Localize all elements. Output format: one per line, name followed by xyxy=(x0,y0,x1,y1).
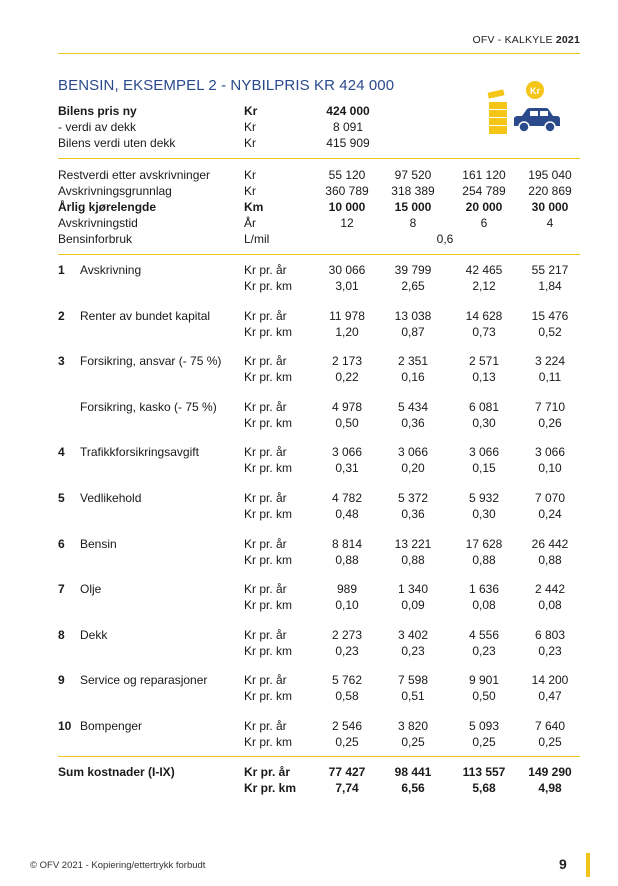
row-value: 424 000 xyxy=(326,104,370,118)
row-value: 2 273 xyxy=(331,627,363,642)
row-value: 13 038 xyxy=(394,308,432,323)
row-unit: Kr xyxy=(244,104,258,118)
item-number: 4 xyxy=(58,445,65,460)
row-unit: Kr pr. km xyxy=(244,461,293,476)
item-number: 5 xyxy=(58,491,65,505)
row-value: 4 xyxy=(546,216,554,230)
row-value: 0,88 xyxy=(472,552,496,567)
row-unit: Km xyxy=(244,200,264,214)
row-unit: Kr pr. km xyxy=(244,643,293,658)
row-value: 55 120 xyxy=(328,168,366,182)
row-label: Sum kostnader (I-IX) xyxy=(58,765,175,779)
row-value: 0,58 xyxy=(335,689,359,704)
row-unit: Kr xyxy=(244,168,256,182)
row-value: 5 093 xyxy=(468,719,500,733)
row-value: 2 571 xyxy=(468,354,500,369)
row-value: 3 066 xyxy=(534,445,566,460)
row-value: 8 091 xyxy=(332,120,364,134)
cost-row-km xyxy=(0,460,618,476)
row-value: 0,51 xyxy=(401,689,425,704)
row-value: 8 814 xyxy=(331,536,363,551)
row-value: 17 628 xyxy=(465,536,503,551)
row-value: 5 932 xyxy=(468,491,500,505)
row-value: 4 978 xyxy=(331,399,363,414)
cost-row-year xyxy=(0,262,618,278)
row-value: 0,25 xyxy=(538,735,562,749)
row-value: 2,12 xyxy=(472,279,496,293)
cost-row-km xyxy=(0,369,618,385)
row-value: 2 442 xyxy=(534,582,566,597)
row-value: 2 173 xyxy=(331,354,363,369)
row-value: 5 434 xyxy=(397,399,429,414)
row-value: 6 803 xyxy=(534,627,566,642)
row-unit: År xyxy=(244,216,256,230)
row-value: 0,23 xyxy=(335,643,359,658)
row-value: 161 120 xyxy=(462,168,506,182)
row-value: 4,98 xyxy=(538,781,562,795)
section-rule xyxy=(58,756,580,757)
row-value: 0,30 xyxy=(472,415,496,430)
row-value: 0,16 xyxy=(401,370,425,385)
row-value: 3 066 xyxy=(397,445,429,460)
param-row xyxy=(0,199,618,215)
item-name: Renter av bundet kapital xyxy=(80,308,211,323)
row-value: 415 909 xyxy=(326,136,370,150)
row-value: 0,47 xyxy=(538,689,562,704)
cost-row-year xyxy=(0,581,618,597)
row-value: 254 789 xyxy=(462,184,506,198)
coin-icon xyxy=(526,81,544,99)
row-value: 26 442 xyxy=(531,536,569,551)
item-name: Forsikring, ansvar (- 75 %) xyxy=(80,354,222,369)
row-value: 0,88 xyxy=(335,552,359,567)
coin-label: Kr xyxy=(529,86,541,96)
row-value: 0,36 xyxy=(401,507,425,521)
row-unit: Kr pr. år xyxy=(244,765,291,779)
row-label: - verdi av dekk xyxy=(58,120,137,134)
row-value: 3 402 xyxy=(397,627,429,642)
cost-row-year xyxy=(0,444,618,460)
row-label: Bilens verdi uten dekk xyxy=(58,136,176,150)
item-name: Trafikkforsikringsavgift xyxy=(80,445,199,460)
row-value: 55 217 xyxy=(531,263,569,277)
item-name: Dekk xyxy=(80,627,108,642)
row-value: 3 066 xyxy=(468,445,500,460)
row-unit: L/mil xyxy=(244,232,270,246)
row-value: 0,73 xyxy=(472,324,496,339)
row-value: 0,23 xyxy=(472,643,496,658)
row-unit: Kr pr. år xyxy=(244,719,287,733)
cost-row-year xyxy=(0,672,618,688)
row-value: 77 427 xyxy=(328,765,366,779)
row-value: 149 290 xyxy=(528,765,572,779)
row-unit: Kr pr. år xyxy=(244,673,287,688)
cost-row-km xyxy=(0,506,618,522)
row-unit: Kr pr. km xyxy=(244,689,293,704)
row-value: 0,88 xyxy=(538,552,562,567)
row-value: 42 465 xyxy=(465,263,503,277)
price-row xyxy=(0,135,618,151)
row-value: 14 200 xyxy=(531,673,569,688)
header-label: OFV - KALKYLE xyxy=(472,34,553,46)
section-rule xyxy=(58,158,580,159)
row-value: 318 389 xyxy=(391,184,435,198)
cost-row-year xyxy=(0,718,618,734)
row-value: 0,13 xyxy=(472,370,496,385)
item-name: Avskrivning xyxy=(80,263,142,277)
row-value: 13 221 xyxy=(394,536,432,551)
cost-row-year xyxy=(0,399,618,415)
row-value: 0,48 xyxy=(335,507,359,521)
item-name: Vedlikehold xyxy=(80,491,142,505)
section-rule xyxy=(58,254,580,255)
row-value: 0,30 xyxy=(472,507,496,521)
row-value: 0,24 xyxy=(538,507,562,521)
row-unit: Kr pr. km xyxy=(244,598,293,613)
row-unit: Kr pr. km xyxy=(244,370,293,385)
row-value: 1,84 xyxy=(538,279,562,293)
row-value: 7 710 xyxy=(534,399,566,414)
row-unit: Kr pr. km xyxy=(244,507,293,521)
row-value: 15 000 xyxy=(394,200,432,214)
row-value: 0,25 xyxy=(401,735,425,749)
row-value: 989 xyxy=(336,582,358,597)
row-value: 4 782 xyxy=(331,491,363,505)
row-value: 7 070 xyxy=(534,491,566,505)
row-value: 0,15 xyxy=(472,461,496,476)
row-value: 0,20 xyxy=(401,461,425,476)
row-value: 0,25 xyxy=(335,735,359,749)
cost-row-km xyxy=(0,278,618,294)
cost-row-km xyxy=(0,688,618,704)
param-row xyxy=(0,215,618,231)
price-row xyxy=(0,119,618,135)
cost-row-year xyxy=(0,308,618,324)
row-unit: Kr xyxy=(244,120,256,134)
row-value: 0,52 xyxy=(538,324,562,339)
row-value: 97 520 xyxy=(394,168,432,182)
row-value: 0,11 xyxy=(538,370,562,385)
cost-row-year xyxy=(0,627,618,643)
row-value: 7,74 xyxy=(335,781,359,795)
row-value: 0,36 xyxy=(401,415,425,430)
page-title: BENSIN, EKSEMPEL 2 - NYBILPRIS KR 424 000 xyxy=(58,77,395,94)
page-number-bar xyxy=(586,853,590,877)
row-unit: Kr pr. år xyxy=(244,536,287,551)
row-unit: Kr pr. km xyxy=(244,735,293,749)
item-number: 6 xyxy=(58,536,65,551)
row-value: 0,87 xyxy=(401,324,425,339)
header-year: 2021 xyxy=(555,34,580,46)
row-unit: Kr pr. år xyxy=(244,308,287,323)
row-value: 6 xyxy=(480,216,488,230)
row-value: 5 762 xyxy=(331,673,363,688)
row-label: Avskrivningsgrunnlag xyxy=(58,184,172,198)
row-value: 0,88 xyxy=(401,552,425,567)
cost-row-km xyxy=(0,597,618,613)
cost-row-km xyxy=(0,552,618,568)
row-value: 0,22 xyxy=(335,370,359,385)
row-value: 195 040 xyxy=(528,168,572,182)
row-unit: Kr xyxy=(244,136,256,150)
row-value: 30 000 xyxy=(531,200,569,214)
row-label: Bensinforbruk xyxy=(58,232,133,246)
row-value: 1 636 xyxy=(468,582,500,597)
sum-row-km xyxy=(0,780,618,796)
row-unit: Kr pr. år xyxy=(244,582,287,597)
row-value: 113 557 xyxy=(462,765,506,779)
row-unit: Kr pr. år xyxy=(244,263,287,277)
row-value: 30 066 xyxy=(328,263,366,277)
item-number: 3 xyxy=(58,354,65,369)
cost-row-year xyxy=(0,536,618,552)
cost-row-year xyxy=(0,490,618,506)
row-value: 15 476 xyxy=(531,308,569,323)
row-value: 6 081 xyxy=(468,399,500,414)
item-number: 10 xyxy=(58,719,72,733)
cost-row-km xyxy=(0,415,618,431)
row-value: 7 640 xyxy=(534,719,566,733)
page-header xyxy=(472,34,580,46)
item-number: 8 xyxy=(58,627,65,642)
row-value: 5 372 xyxy=(397,491,429,505)
row-value: 0,50 xyxy=(335,415,359,430)
row-value: 0,26 xyxy=(538,415,562,430)
row-unit: Kr pr. km xyxy=(244,552,293,567)
row-value: 39 799 xyxy=(394,263,432,277)
row-unit: Kr pr. år xyxy=(244,354,287,369)
row-unit: Kr pr. år xyxy=(244,399,287,414)
row-value: 7 598 xyxy=(397,673,429,688)
row-value: 98 441 xyxy=(394,765,432,779)
row-value: 0,09 xyxy=(401,598,425,613)
row-value: 8 xyxy=(409,216,417,230)
cost-row-km xyxy=(0,734,618,750)
item-name: Olje xyxy=(80,582,102,597)
row-value: 4 556 xyxy=(468,627,500,642)
header-rule xyxy=(58,53,580,54)
row-value: 12 xyxy=(340,216,354,230)
row-unit: Kr pr. km xyxy=(244,415,293,430)
row-value: 1 340 xyxy=(397,582,429,597)
row-value: 3,01 xyxy=(335,279,359,293)
price-row xyxy=(0,103,618,119)
row-value: 20 000 xyxy=(465,200,503,214)
row-label: Avskrivningstid xyxy=(58,216,138,230)
row-label: Restverdi etter avskrivninger xyxy=(58,168,211,182)
item-number: 7 xyxy=(58,582,65,597)
row-value: 6,56 xyxy=(401,781,425,795)
sum-row-year xyxy=(0,764,618,780)
row-unit: Kr pr. km xyxy=(244,279,293,293)
row-value: 0,08 xyxy=(538,598,562,613)
fuel-consumption-row xyxy=(0,231,618,247)
row-value: 5,68 xyxy=(472,781,496,795)
param-row xyxy=(0,167,618,183)
row-value: 0,10 xyxy=(335,598,359,613)
param-row xyxy=(0,183,618,199)
row-value: 0,6 xyxy=(436,232,454,246)
row-value: 0,31 xyxy=(335,461,359,476)
row-value: 3 820 xyxy=(397,719,429,733)
row-value: 360 789 xyxy=(325,184,369,198)
item-name: Forsikring, kasko (- 75 %) xyxy=(80,399,217,414)
row-unit: Kr pr. år xyxy=(244,445,287,460)
item-number: 2 xyxy=(58,308,65,323)
row-value: 3 224 xyxy=(534,354,566,369)
row-value: 11 978 xyxy=(329,308,365,323)
row-value: 0,50 xyxy=(472,689,496,704)
row-unit: Kr pr. km xyxy=(244,781,297,795)
item-name: Bensin xyxy=(80,536,117,551)
row-value: 9 901 xyxy=(468,673,500,688)
row-label: Bilens pris ny xyxy=(58,104,137,118)
item-number: 9 xyxy=(58,673,65,688)
row-value: 220 869 xyxy=(528,184,572,198)
row-value: 2 351 xyxy=(397,354,429,369)
item-name: Service og reparasjoner xyxy=(80,673,208,688)
row-unit: Kr pr. km xyxy=(244,324,293,339)
cost-row-year xyxy=(0,353,618,369)
cost-row-km xyxy=(0,324,618,340)
row-unit: Kr pr. år xyxy=(244,491,287,505)
row-value: 10 000 xyxy=(328,200,366,214)
row-label: Årlig kjørelengde xyxy=(58,200,157,214)
row-value: 2 546 xyxy=(331,719,363,733)
row-value: 2,65 xyxy=(401,279,425,293)
item-number: 1 xyxy=(58,263,65,277)
page-number: 9 xyxy=(559,856,567,872)
row-value: 0,10 xyxy=(538,461,562,476)
row-value: 0,23 xyxy=(401,643,425,658)
item-name: Bompenger xyxy=(80,719,143,733)
row-value: 0,23 xyxy=(538,643,562,658)
row-value: 0,08 xyxy=(472,598,496,613)
row-value: 0,25 xyxy=(472,735,496,749)
row-value: 3 066 xyxy=(331,445,363,460)
cost-row-km xyxy=(0,643,618,659)
footer-copyright: © OFV 2021 - Kopiering/ettertrykk forbudt xyxy=(30,860,206,871)
row-value: 14 628 xyxy=(465,308,503,323)
row-unit: Kr xyxy=(244,184,256,198)
row-unit: Kr pr. år xyxy=(244,627,287,642)
row-value: 1,20 xyxy=(335,324,359,339)
